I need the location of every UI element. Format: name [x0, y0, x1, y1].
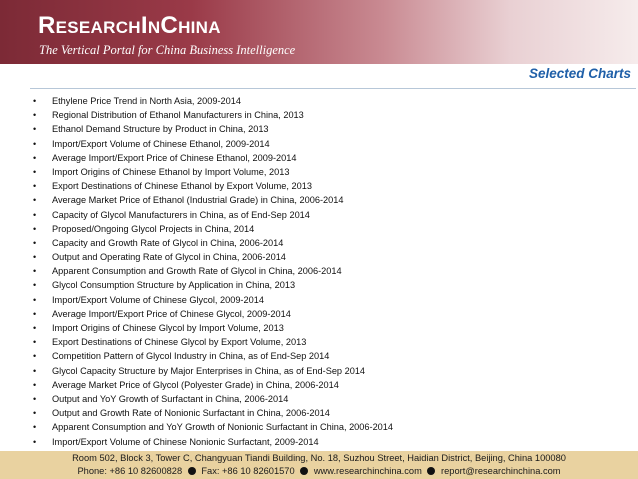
- list-item: [33, 222, 623, 236]
- title-divider: [30, 88, 636, 89]
- list-item-text: Import/Export Volume of Chinese Nonionic Surfactant, 2009-2014: [52, 436, 319, 447]
- bullet-icon: •: [33, 323, 37, 333]
- bullet-icon: •: [33, 181, 37, 192]
- list-item: [33, 165, 623, 179]
- list-item-text: Average Import/Export Price of Chinese Ethanol, 2009-2014: [52, 152, 297, 163]
- bullet-icon: •: [33, 351, 37, 362]
- bullet-icon: •: [33, 195, 37, 206]
- bullet-icon: •: [33, 294, 37, 305]
- list-item: [33, 406, 623, 420]
- bullet-icon: •: [33, 308, 37, 319]
- list-item-text: Ethanol Demand Structure by Product in China, 2013: [52, 124, 269, 135]
- bullet-icon: •: [33, 96, 37, 106]
- logo-text-esearch: ESEARCH: [55, 18, 141, 37]
- list-item-text: Export Destinations of Chinese Glycol by Export Volume, 2013: [52, 337, 307, 348]
- list-item-text: Average Market Price of Glycol (Polyester Grade) in China, 2006-2014: [52, 379, 339, 390]
- list-item: [33, 179, 623, 193]
- bullet-icon: •: [33, 209, 37, 220]
- list-item-text: Average Import/Export Price of Chinese Glycol, 2009-2014: [52, 308, 291, 319]
- bullet-dot-icon: [188, 467, 196, 475]
- header-banner: [0, 0, 638, 64]
- list-item-text: Capacity of Glycol Manufacturers in China, as of End-Sep 2014: [52, 209, 310, 220]
- bullet-icon: •: [33, 124, 37, 135]
- list-item-text: Import/Export Volume of Chinese Ethanol, 2009-2014: [52, 138, 270, 149]
- bullet-icon: •: [33, 237, 37, 248]
- list-item-text: Competition Pattern of Glycol Industry in China, as of End-Sep 2014: [52, 351, 330, 362]
- bullet-icon: •: [33, 365, 37, 376]
- list-item: [33, 94, 623, 108]
- footer-contacts: [0, 466, 638, 476]
- list-item: [33, 151, 623, 165]
- list-item: [33, 335, 623, 349]
- list-item: [33, 193, 623, 207]
- list-item-text: Export Destinations of Chinese Ethanol by Export Volume, 2013: [52, 181, 312, 192]
- bullet-icon: •: [33, 393, 37, 404]
- list-item: [33, 293, 623, 307]
- list-item-text: Glycol Capacity Structure by Major Enterprises in China, as of End-Sep 2014: [52, 365, 366, 376]
- tagline: The Vertical Portal for China Business Intelligence: [39, 43, 296, 57]
- company-logo: [38, 12, 221, 40]
- list-item-text: Output and YoY Growth of Surfactant in China, 2006-2014: [52, 393, 289, 404]
- bullet-icon: •: [33, 252, 37, 263]
- section-title: Selected Charts: [528, 66, 631, 81]
- list-item: [33, 307, 623, 321]
- list-item: [33, 208, 623, 222]
- bullet-icon: •: [33, 379, 37, 390]
- list-item-text: Output and Operating Rate of Glycol in China, 2006-2014: [52, 252, 286, 263]
- footer: [0, 451, 638, 479]
- list-item: [33, 250, 623, 264]
- bullet-dot-icon: [427, 467, 435, 475]
- list-item: [33, 364, 623, 378]
- list-item-text: Apparent Consumption and Growth Rate of Glycol in China, 2006-2014: [52, 266, 342, 277]
- list-item: [33, 321, 623, 335]
- list-item-text: Apparent Consumption and YoY Growth of Nonionic Surfactant in China, 2006-2014: [52, 422, 394, 433]
- footer-address: Room 502, Block 3, Tower C, Changyuan Tiandi Building, No. 18, Suzhou Street, Haidian District, Beijing, China 100080: [72, 453, 566, 463]
- bullet-icon: •: [33, 152, 37, 163]
- list-item: [33, 108, 623, 122]
- bullet-icon: •: [33, 337, 37, 348]
- footer-phone: Phone: +86 10 82600828: [77, 466, 183, 476]
- footer-email-link[interactable]: report@researchinchina.com: [441, 466, 561, 476]
- list-item: [33, 137, 623, 151]
- footer-fax: Fax: +86 10 82601570: [201, 466, 295, 476]
- bullet-icon: •: [33, 436, 37, 447]
- bullet-icon: •: [33, 166, 37, 177]
- bullet-icon: •: [33, 408, 37, 419]
- list-item-text: Proposed/Ongoing Glycol Projects in China, 2014: [52, 223, 255, 234]
- list-item: [33, 264, 623, 278]
- list-item: [33, 349, 623, 363]
- list-item: [33, 236, 623, 250]
- bullet-icon: •: [33, 280, 37, 291]
- footer-website-link[interactable]: www.researchinchina.com: [313, 466, 422, 476]
- list-item-text: Average Market Price of Ethanol (Industrial Grade) in China, 2006-2014: [52, 195, 344, 206]
- logo-letter-i: I: [140, 12, 148, 39]
- bullet-icon: •: [33, 422, 37, 433]
- list-item-text: Import/Export Volume of Chinese Glycol, 2009-2014: [52, 294, 264, 305]
- list-item-text: Import Origins of Chinese Glycol by Import Volume, 2013: [52, 323, 284, 333]
- list-item: [33, 435, 623, 449]
- bullet-dot-icon: [300, 467, 308, 475]
- list-item: [33, 420, 623, 434]
- list-item: [33, 392, 623, 406]
- chart-list: [33, 94, 623, 449]
- list-item: [33, 378, 623, 392]
- list-item-text: Capacity and Growth Rate of Glycol in China, 2006-2014: [52, 237, 284, 248]
- list-item-text: Glycol Consumption Structure by Application in China, 2013: [52, 280, 296, 291]
- logo-letter-c: C: [160, 12, 179, 39]
- logo-text-hina: HINA: [178, 18, 221, 37]
- list-item-text: Import Origins of Chinese Ethanol by Import Volume, 2013: [52, 166, 290, 177]
- bullet-icon: •: [33, 138, 37, 149]
- logo-text-n: N: [147, 18, 161, 37]
- bullet-icon: •: [33, 266, 37, 277]
- bullet-icon: •: [33, 110, 37, 121]
- list-item-text: Ethylene Price Trend in North Asia, 2009-2014: [52, 96, 241, 106]
- logo-letter-r: R: [38, 12, 56, 39]
- list-item: [33, 122, 623, 136]
- list-item-text: Regional Distribution of Ethanol Manufacturers in China, 2013: [52, 110, 304, 121]
- bullet-icon: •: [33, 223, 37, 234]
- list-item: [33, 278, 623, 292]
- list-item-text: Output and Growth Rate of Nonionic Surfactant in China, 2006-2014: [52, 408, 330, 419]
